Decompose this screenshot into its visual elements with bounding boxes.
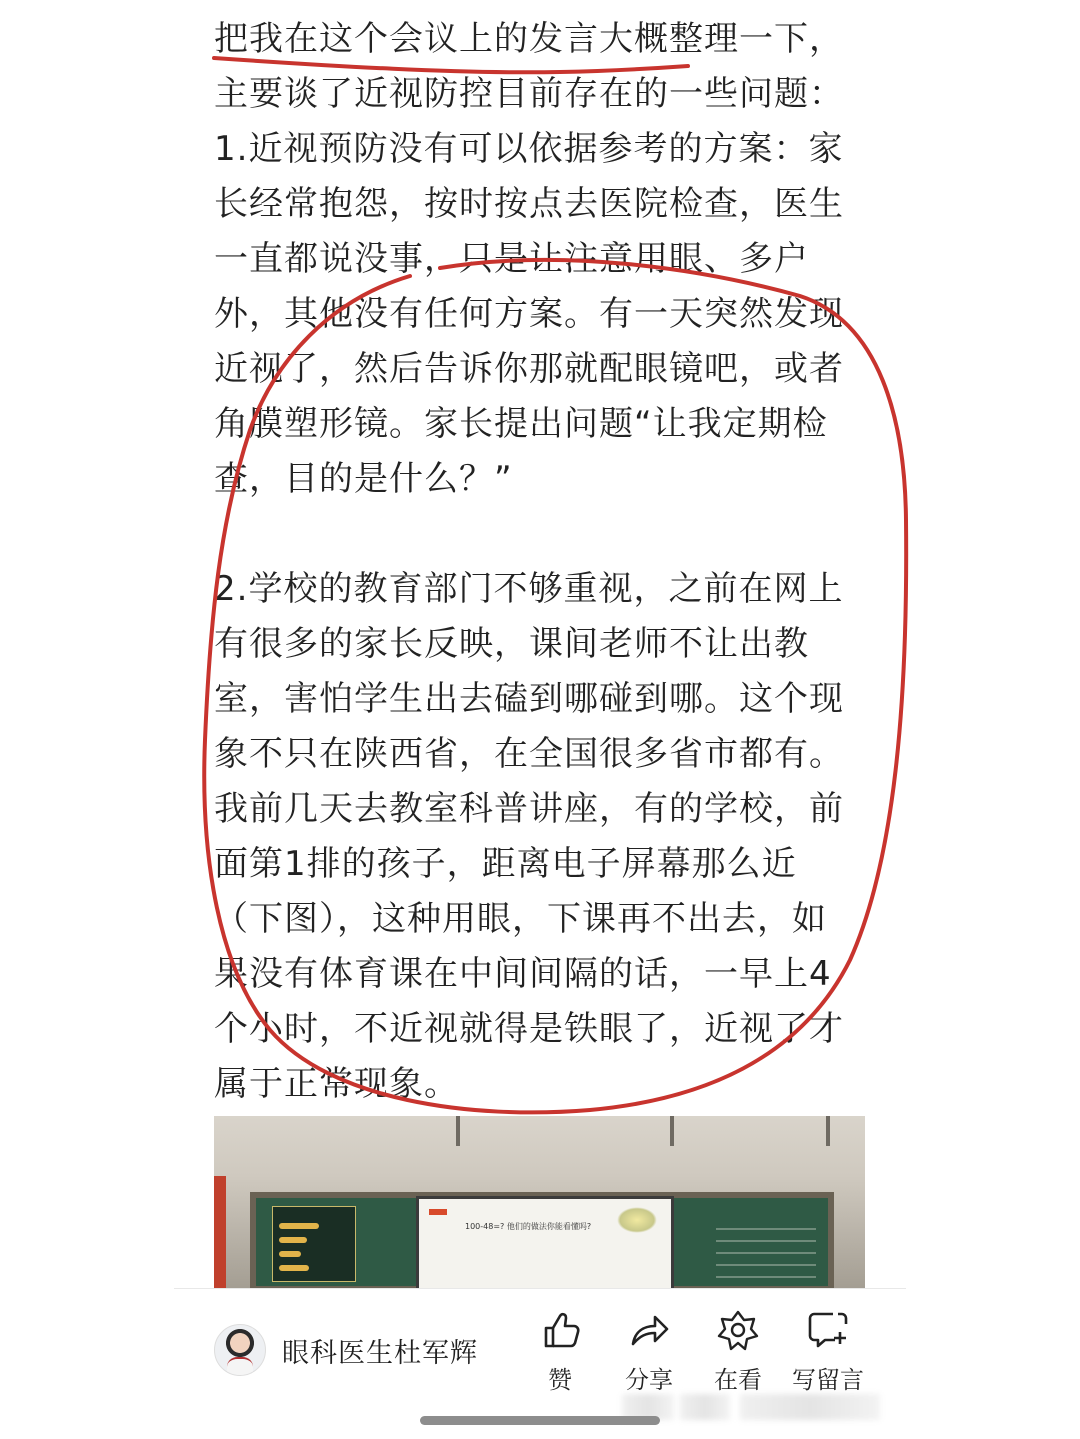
article-line: （下图），这种用眼，下课再不出去，如	[214, 899, 827, 939]
like-button[interactable]	[520, 1308, 600, 1395]
article-line: 把我在这个会议上的发言大概整理一下，	[214, 19, 844, 59]
scoreboard-panel	[272, 1206, 356, 1282]
courseware-logo	[429, 1209, 447, 1215]
article-line: 有很多的家长反映，课间老师不让出教	[214, 624, 809, 664]
article-line: 象不只在陕西省，在全国很多省市都有。	[214, 734, 844, 774]
blurred-overlay	[680, 1394, 730, 1420]
article-line: 一直都说没事，只是让注意用眼、多户	[214, 239, 809, 279]
article-line: 属于正常现象。	[214, 1064, 459, 1104]
chalk-writing	[716, 1218, 816, 1278]
article-line: 个小时，不近视就得是铁眼了，近视了才	[214, 1009, 844, 1049]
share-arrow-icon	[627, 1308, 671, 1352]
comment-plus-icon	[806, 1308, 850, 1352]
avatar[interactable]	[214, 1324, 266, 1376]
article-line: 2.学校的教育部门不够重视，之前在网上	[214, 569, 844, 609]
watching-label: 在看	[714, 1366, 762, 1394]
article-line: 1.近视预防没有可以依据参考的方案：家	[214, 129, 844, 169]
flower-icon	[716, 1308, 760, 1352]
article-line: 面第1排的孩子，距离电子屏幕那么近	[214, 844, 797, 884]
like-label: 赞	[548, 1366, 572, 1394]
author-info[interactable]	[214, 1322, 478, 1378]
ceiling-fixture	[456, 1116, 460, 1146]
blurred-overlay	[740, 1394, 880, 1420]
score-row	[279, 1237, 307, 1243]
score-row	[279, 1251, 301, 1257]
ceiling-fixture	[670, 1116, 674, 1146]
watching-button[interactable]	[698, 1308, 778, 1395]
article-line: 长经常抱怨，按时按点去医院检查，医生	[214, 184, 844, 224]
article-line: 角膜塑形镜。家长提出问题“让我定期检	[214, 404, 828, 444]
article-body	[214, 12, 869, 1112]
screen-question: 100-48=? 他们的做法你能看懂吗?	[465, 1222, 592, 1231]
blackboard	[250, 1192, 834, 1288]
footer-divider	[174, 1288, 906, 1289]
score-row	[279, 1223, 319, 1229]
article-line: 室，害怕学生出去磕到哪碰到哪。这个现	[214, 679, 844, 719]
article-line: 查，目的是什么？”	[214, 459, 513, 499]
comment-button[interactable]	[788, 1308, 868, 1395]
projector-screen	[416, 1196, 674, 1288]
article-line: 近视了，然后告诉你那就配眼镜吧，或者	[214, 349, 844, 389]
score-row	[279, 1265, 309, 1271]
comment-label: 写留言	[792, 1366, 864, 1394]
author-name[interactable]: 眼科医生杜军辉	[282, 1337, 478, 1369]
curtain	[214, 1176, 226, 1288]
screen-decoration	[617, 1207, 657, 1233]
ceiling-fixture	[826, 1116, 830, 1146]
home-indicator[interactable]	[420, 1416, 660, 1425]
share-button[interactable]	[609, 1308, 689, 1395]
thumbs-up-icon	[538, 1308, 582, 1352]
share-label: 分享	[625, 1366, 673, 1394]
article-line: 主要谈了近视防控目前存在的一些问题：	[214, 74, 844, 114]
article-line: 果没有体育课在中间间隔的话，一早上4	[214, 954, 832, 994]
classroom-photo[interactable]	[214, 1116, 865, 1288]
paragraph-break	[214, 507, 869, 562]
article-line: 外，其他没有任何方案。有一天突然发现	[214, 294, 844, 334]
article-line: 我前几天去教室科普讲座，有的学校，前	[214, 789, 844, 829]
